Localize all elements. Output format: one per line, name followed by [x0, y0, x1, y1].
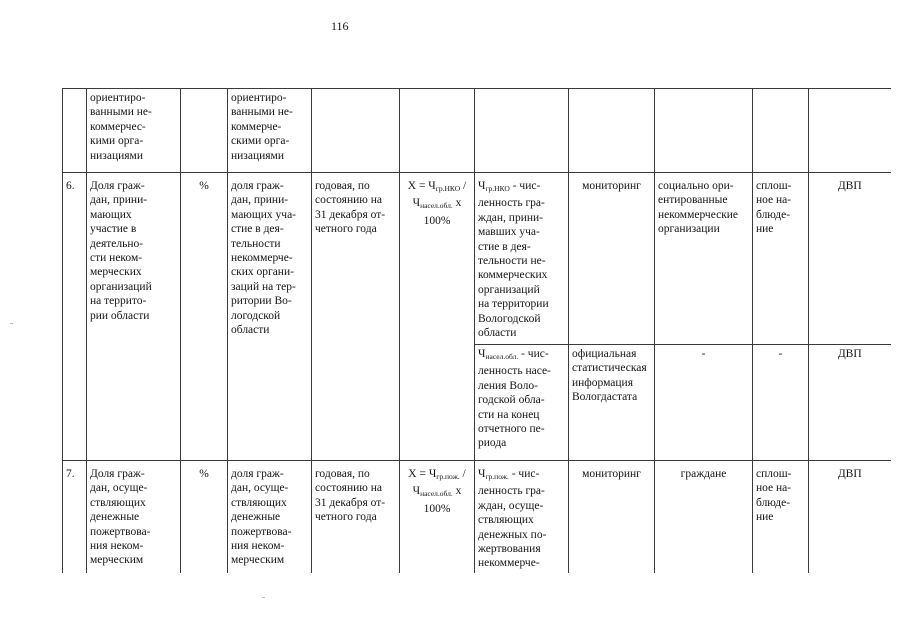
indicator-cell: Доля граж- дан, прини- мающих участие в деятельно- сти неком- мерческих организаций на террито- рии области	[87, 173, 181, 461]
formula-cell	[400, 89, 475, 173]
formula-tail: х	[452, 485, 462, 498]
method-cell: официальная статистическая информация Вологдастата	[569, 345, 655, 461]
coverage-cell: -	[753, 345, 809, 461]
formula-tail: х	[452, 197, 462, 210]
coverage-cell: сплош- ное на- блюде- ние	[753, 461, 809, 573]
variable-cell	[475, 173, 569, 345]
formula-numerator-subscript: гр.пож.	[436, 472, 460, 481]
unit-cell: %	[181, 461, 228, 573]
formula-prefix: X = Ч	[407, 180, 436, 192]
responsible-cell: ДВП	[809, 345, 891, 461]
scan-speck	[262, 597, 265, 598]
formula-percent: 100%	[423, 502, 451, 515]
row-num-cell: 7.	[63, 461, 87, 573]
formula-cell	[400, 173, 475, 461]
table-row-7	[63, 461, 891, 573]
definition-cell: доля граж- дан, прини- мающих уча- стие в дея- тельности некоммерче- ских органи- заций на тер- ритории Во- логодской области	[228, 173, 312, 461]
unit-cell: %	[181, 173, 228, 461]
variable-symbol: Ч	[478, 180, 486, 192]
variable-description: - чис- ленность гра- ждан, осуще- ствляющих денежных по- жертвования некоммерче-	[478, 468, 547, 570]
responsible-cell	[809, 89, 891, 173]
variable-description: - чис- ленность насе- ления Воло- годской обла- сти на конец отчетного пе- риода	[478, 348, 551, 450]
row-num-cell	[63, 89, 87, 173]
formula-denominator-subscript: насел.обл.	[420, 489, 453, 499]
formula-prefix: X = Ч	[408, 468, 437, 480]
definition-cell: доля граж- дан, осуще- ствляющих денежные пожертвова- ния неком- мерческим	[228, 461, 312, 573]
method-cell	[569, 89, 655, 173]
coverage-cell: сплош- ное на- блюде- ние	[753, 173, 809, 345]
period-cell	[312, 89, 400, 173]
coverage-cell	[753, 89, 809, 173]
period-cell: годовая, по состоянию на 31 декабря от- четного года	[312, 173, 400, 461]
variable-subscript: гр.пож.	[485, 472, 509, 481]
subject-cell: социально ори- ентированные некоммерческие организации	[655, 173, 753, 345]
page-number: 116	[331, 19, 349, 33]
variable-subscript: насел.обл.	[485, 352, 519, 361]
variable-cell	[475, 89, 569, 173]
formula-slash: /	[460, 180, 467, 192]
unit-cell	[181, 89, 228, 173]
definition-cell: ориентиро- ванными не- коммерче- скими орга- низациями	[228, 89, 312, 173]
scan-speck	[10, 323, 13, 324]
variable-symbol: Ч	[478, 468, 486, 480]
table-row-6	[63, 173, 891, 345]
formula-denominator: Ч	[412, 197, 421, 210]
variable-cell	[475, 461, 569, 573]
table-row-continued	[63, 89, 891, 173]
formula-denominator: Ч	[412, 485, 421, 498]
responsible-cell: ДВП	[809, 461, 891, 573]
variable-symbol: Ч	[478, 348, 486, 360]
subject-cell: граждане	[655, 461, 753, 573]
subject-cell: -	[655, 345, 753, 461]
formula-percent: 100%	[423, 214, 451, 227]
variable-cell	[475, 345, 569, 461]
indicators-table	[62, 88, 891, 573]
indicator-cell: ориентиро- ванными не- коммерчес- кими орга- низациями	[87, 89, 181, 173]
indicator-cell: Доля граж- дан, осуще- ствляющих денежные пожертвова- ния неком- мерческим	[87, 461, 181, 573]
variable-subscript: гр.НКО	[485, 184, 510, 193]
row-num-cell: 6.	[63, 173, 87, 461]
method-cell: мониторинг	[569, 173, 655, 345]
formula-numerator-subscript: гр.НКО	[435, 184, 461, 193]
formula-cell	[400, 461, 475, 573]
period-cell: годовая, по состоянию на 31 декабря от- четного года	[312, 461, 400, 573]
method-cell: мониторинг	[569, 461, 655, 573]
formula-slash: /	[459, 468, 466, 480]
subject-cell	[655, 89, 753, 173]
variable-description: - чис- ленность гра- ждан, прини- мавших уча- стие в дея- тельности не- коммерческих организаций на территории Вологодской области	[478, 180, 549, 340]
responsible-cell: ДВП	[809, 173, 891, 345]
formula-denominator-subscript: насел.обл.	[420, 201, 453, 211]
